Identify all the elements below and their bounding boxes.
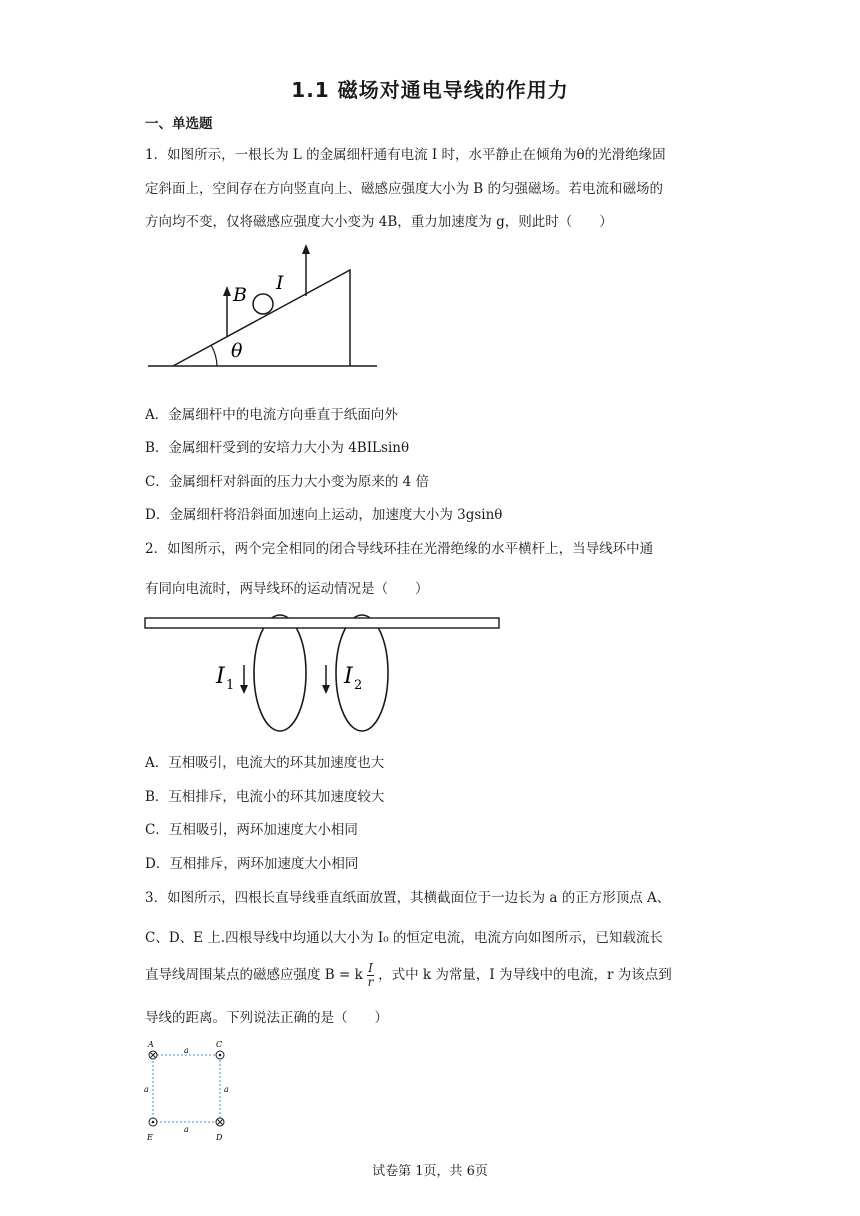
q2-option-c: C．互相吸引，两环加速度大小相同	[145, 822, 358, 838]
q1-option-b: B．金属细杆受到的安培力大小为 4BILsinθ	[145, 440, 410, 456]
angle-arc	[211, 345, 217, 366]
q1-stem-line3: 方向均不变，仅将磁感应强度大小变为 4B，重力加速度为 g，则此时（ ）	[145, 214, 613, 230]
theta-label: θ	[231, 340, 243, 362]
ring-1	[254, 615, 306, 731]
q2-stem-line1: 2．如图所示，两个完全相同的闭合导线环挂在光滑绝缘的水平横杆上，当导线环中通	[145, 541, 654, 557]
q3-square-figure	[140, 1036, 240, 1145]
i1-subscript: 1	[226, 678, 235, 693]
metal-rod-cross-section	[253, 294, 273, 314]
current-arrow-2	[322, 685, 330, 694]
q1-incline-figure	[145, 240, 385, 376]
q3-line3-pre: 直导线周围某点的磁感应强度 B = k	[145, 967, 363, 983]
q2-rings-figure	[140, 607, 510, 741]
label-c-vertex: C	[216, 1040, 223, 1049]
page-title: 1.1 磁场对通电导线的作用力	[291, 78, 569, 102]
side-label-right: a	[224, 1085, 229, 1094]
q1-stem-line1: 1．如图所示，一根长为 L 的金属细杆通有电流 I 时，水平静止在倾角为θ的光滑绝缘固	[145, 147, 666, 163]
i1-label: I	[216, 664, 225, 689]
q3-stem-line3	[145, 962, 672, 989]
q1-option-c: C．金属细杆对斜面的压力大小变为原来的 4 倍	[145, 474, 430, 490]
side-label-top: a	[184, 1046, 189, 1055]
section-heading: 一、单选题	[145, 116, 213, 132]
q3-line3-post: ，式中 k 为常量，I 为导线中的电流，r 为该点到	[378, 967, 672, 983]
wire-d-into-page-icon	[216, 1118, 224, 1126]
incline-triangle	[173, 270, 350, 366]
q2-option-a: A．互相吸引，电流大的环其加速度也大	[145, 755, 385, 771]
i2-label: I	[344, 664, 353, 689]
q2-option-d: D．互相排斥，两环加速度大小相同	[145, 856, 359, 872]
label-a-vertex: A	[148, 1040, 154, 1049]
wire-a-into-page-icon	[149, 1051, 157, 1059]
q3-stem-line1: 3．如图所示，四根长直导线垂直纸面放置，其横截面位于一边长为 a 的正方形顶点 A、	[145, 890, 671, 906]
q3-stem-line2: C、D、E 上.四根导线中均通以大小为 I₀ 的恒定电流，电流方向如图所示，已知载流长	[145, 930, 663, 946]
wire-e-out-of-page-icon	[149, 1118, 157, 1126]
formula-fraction	[367, 962, 374, 989]
q2-option-b: B．互相排斥，电流小的环其加速度较大	[145, 789, 385, 805]
label-e-vertex: E	[147, 1133, 153, 1141]
i2-subscript: 2	[354, 678, 363, 693]
i-label: I	[276, 272, 284, 294]
horizontal-rod	[145, 618, 499, 628]
wire-c-out-of-page-icon	[216, 1051, 224, 1059]
fraction-denominator: r	[367, 975, 374, 989]
b-label: B	[233, 284, 247, 306]
q1-option-d: D．金属细杆将沿斜面加速向上运动，加速度大小为 3gsinθ	[145, 507, 503, 523]
side-label-bottom: a	[184, 1125, 189, 1134]
q3-stem-line4: 导线的距离。下列说法正确的是（ ）	[145, 1010, 388, 1026]
q1-option-a: A．金属细杆中的电流方向垂直于纸面向外	[145, 407, 398, 423]
page-footer: 试卷第 1页，共 6页	[372, 1164, 488, 1179]
q1-stem-line2: 定斜面上，空间存在方向竖直向上、磁感应强度大小为 B 的匀强磁场。若电流和磁场的	[145, 181, 664, 197]
side-label-left: a	[144, 1085, 149, 1094]
q2-stem-line2: 有同向电流时，两导线环的运动情况是（ ）	[145, 581, 429, 597]
square-dashed	[153, 1055, 220, 1122]
label-d-vertex: D	[216, 1133, 223, 1141]
fraction-numerator: I	[368, 961, 373, 975]
current-arrow-1	[240, 685, 248, 694]
